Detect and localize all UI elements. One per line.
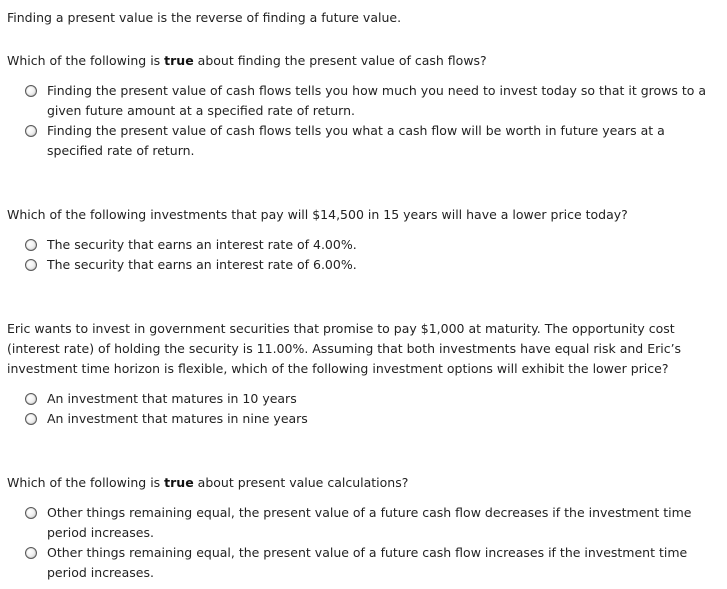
radio-button[interactable]	[25, 507, 37, 519]
option-label: An investment that matures in 10 years	[47, 391, 297, 406]
question-1-prompt: Which of the following is true about finding the present value of cash flows?	[7, 53, 487, 68]
option-label: Other things remaining equal, the present value of a future cash flow increases if the investment time period increases.	[47, 545, 688, 580]
question-2-option-2[interactable]	[25, 255, 715, 275]
question-3-option-2[interactable]	[25, 409, 715, 429]
question-1-option-2[interactable]	[25, 121, 715, 161]
question-2-prompt: Which of the following investments that pay will $14,500 in 15 years will have a lower price today?	[7, 207, 628, 222]
intro-text: Finding a present value is the reverse of finding a future value.	[7, 10, 402, 25]
radio-button[interactable]	[25, 259, 37, 271]
question-4-option-1[interactable]	[25, 503, 715, 543]
option-label: The security that earns an interest rate of 4.00%.	[47, 237, 357, 252]
question-3-prompt: Eric wants to invest in government securities that promise to pay $1,000 at maturity. The opportunity cost (interest rate) of holding the security is 11.00%. Assuming that both investments have equal risk and Eric’s investment time horizon is flexible, which of the following investment options will exhibit the lower price?	[7, 321, 682, 376]
radio-button[interactable]	[25, 239, 37, 251]
radio-button[interactable]	[25, 85, 37, 97]
question-4-option-2[interactable]	[25, 543, 715, 583]
question-3-option-1[interactable]	[25, 389, 715, 409]
radio-button[interactable]	[25, 393, 37, 405]
option-label: Finding the present value of cash flows tells you how much you need to invest today so that it grows to a given future amount at a specified rate of return.	[47, 83, 707, 118]
option-label: Other things remaining equal, the present value of a future cash flow decreases if the investment time period increases.	[47, 505, 692, 540]
radio-button[interactable]	[25, 125, 37, 137]
radio-button[interactable]	[25, 413, 37, 425]
option-label: The security that earns an interest rate of 6.00%.	[47, 257, 357, 272]
question-2-option-1[interactable]	[25, 235, 715, 255]
option-label: Finding the present value of cash flows tells you what a cash flow will be worth in future years at a specified rate of return.	[47, 123, 665, 158]
question-4-prompt: Which of the following is true about present value calculations?	[7, 475, 409, 490]
question-1-option-1[interactable]	[25, 81, 715, 121]
option-label: An investment that matures in nine years	[47, 411, 308, 426]
radio-button[interactable]	[25, 547, 37, 559]
